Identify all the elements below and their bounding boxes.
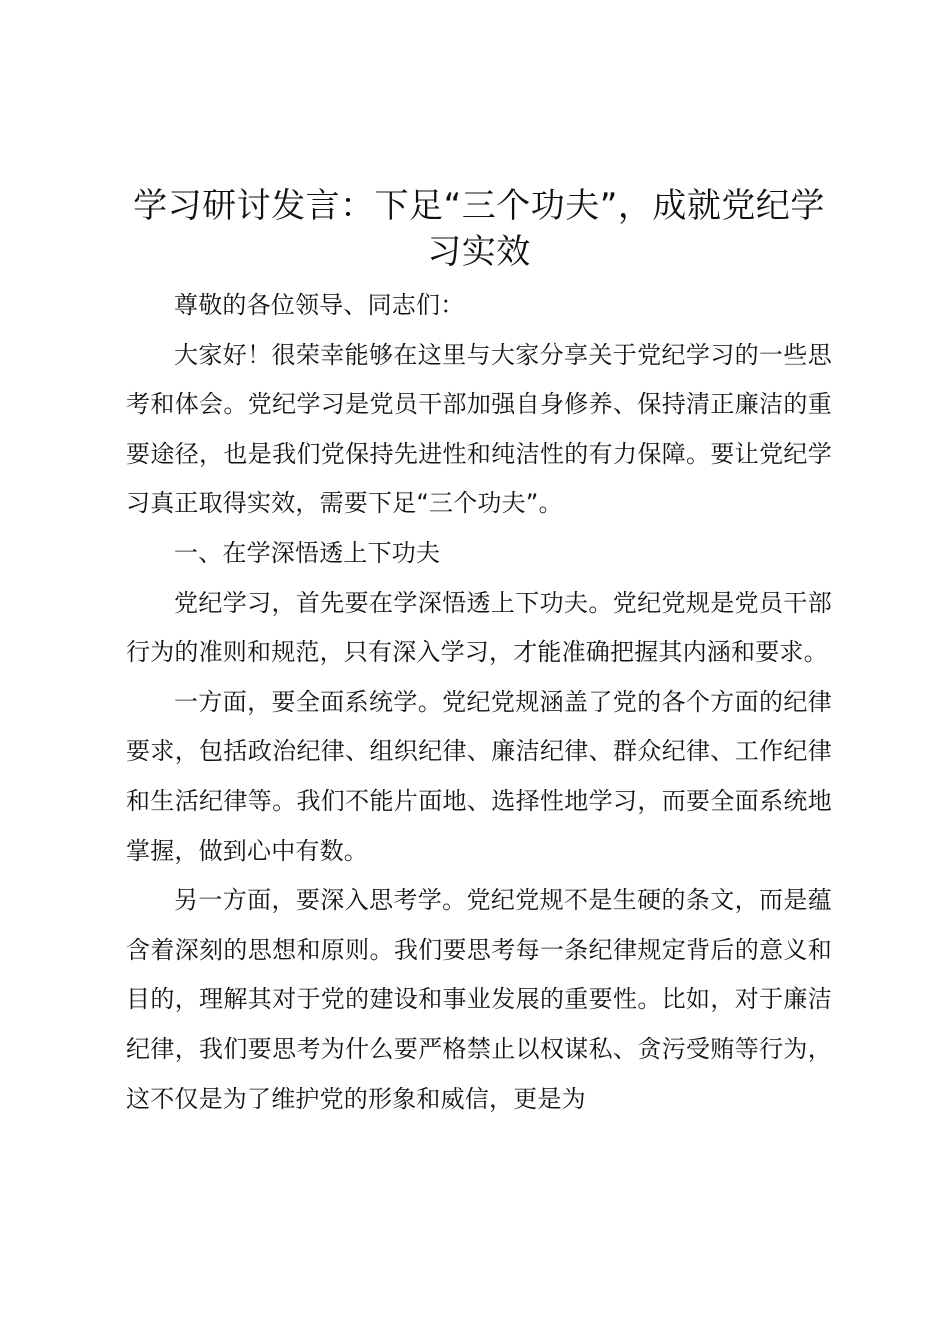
section-heading-1: 一、在学深悟透上下功夫: [174, 538, 441, 567]
paragraph-section-1-intro: 党纪学习，首先要在学深悟透上下功夫。党纪党规是党员干部行为的准则和规范，只有深入学习，才能准确把握其内涵和要求。: [126, 588, 832, 667]
salutation: 尊敬的各位领导、同志们：: [174, 291, 465, 319]
paragraph-intro: 大家好！很荣幸能够在这里与大家分享关于党纪学习的一些思考和体会。党纪学习是党员干部加强自身修养、保持清正廉洁的重要途径，也是我们党保持先进性和纯洁性的有力保障。要让党纪学习真正取得实效，需要下足“三个功夫”。: [126, 340, 832, 518]
paragraph-point-2: 另一方面，要深入思考学。党纪党规不是生硬的条文，而是蕴含着深刻的思想和原则。我们要思考每一条纪律规定背后的意义和目的，理解其对于党的建设和事业发展的重要性。比如，对于廉洁纪律，我们要思考为什么要严格禁止以权谋私、贪污受贿等行为，这不仅是为了维护党的形象和威信，更是为: [126, 886, 832, 1113]
document-title: 学习研讨发言：下足“三个功夫”，成就党纪学习实效: [133, 186, 825, 272]
document-page: [126, 183, 832, 1124]
paragraph-point-1: 一方面，要全面系统学。党纪党规涵盖了党的各个方面的纪律要求，包括政治纪律、组织纪律、廉洁纪律、群众纪律、工作纪律和生活纪律等。我们不能片面地、选择性地学习，而要全面系统地掌握，做到心中有数。: [126, 687, 832, 865]
document-body: [126, 281, 832, 1124]
